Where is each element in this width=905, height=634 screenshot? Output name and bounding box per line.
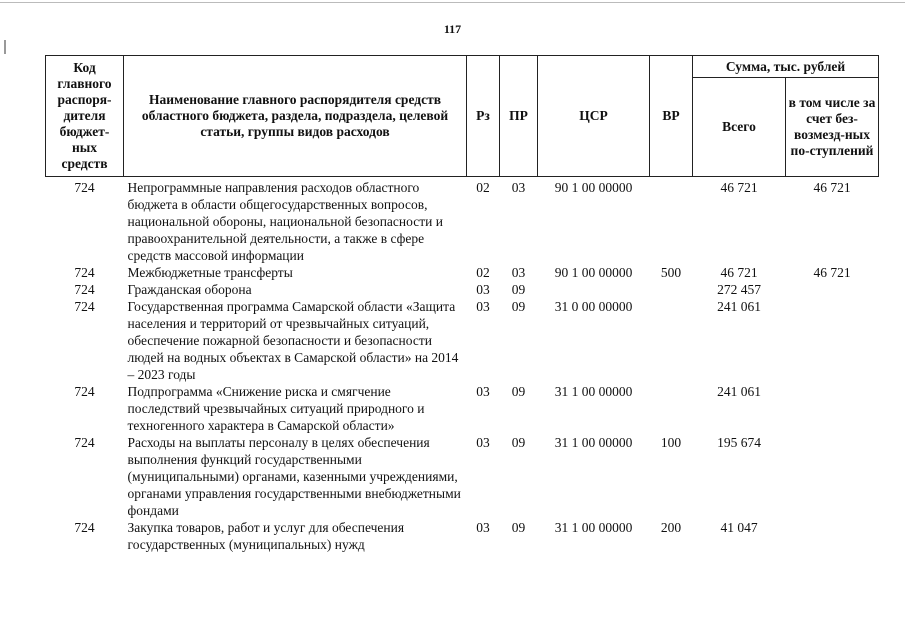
row-name: Межбюджетные трансферты (127, 265, 293, 280)
scan-margin-mark (4, 40, 6, 54)
row-pr: 09 (511, 384, 526, 399)
row-vr: 500 (660, 265, 682, 280)
row-vr (650, 298, 693, 383)
row-code: 724 (74, 435, 95, 450)
row-rz: 03 (476, 435, 490, 450)
row-code: 724 (74, 299, 95, 314)
table-row (46, 281, 879, 298)
row-csr: 90 1 00 00000 (554, 265, 633, 280)
header-sum-group: Сумма, тыс. рублей (693, 56, 879, 78)
row-vr (650, 383, 693, 434)
row-csr: 31 0 00 00000 (554, 299, 633, 314)
row-name: Расходы на выплаты персоналу в целях обеспечения выполнения функций государственными (муниципальными) органами, казенными учреждениями, органами управления государственными внебюджетными фондами (127, 435, 461, 518)
header-code: Код главного распоря-дителя бюджет-ных средств (46, 56, 124, 177)
row-pr: 09 (511, 282, 526, 297)
row-csr: 31 1 00 00000 (554, 520, 633, 535)
row-vr: 100 (660, 435, 682, 450)
row-total: 241 061 (717, 384, 761, 399)
row-rz: 02 (476, 180, 490, 195)
row-rz: 03 (476, 384, 490, 399)
table-row (46, 519, 879, 553)
row-rz: 02 (476, 265, 490, 280)
row-csr: 31 1 00 00000 (554, 384, 633, 399)
header-rz: Рз (467, 56, 500, 177)
table-row (46, 298, 879, 383)
table-row (46, 177, 879, 265)
row-vr (650, 281, 693, 298)
top-border-line (0, 2, 905, 3)
row-pr: 09 (511, 520, 526, 535)
header-total: Всего (693, 78, 786, 177)
header-csr: ЦСР (538, 56, 650, 177)
row-including (786, 519, 879, 553)
row-vr (650, 177, 693, 265)
row-total: 41 047 (720, 520, 758, 535)
row-pr: 03 (511, 265, 526, 280)
table-row (46, 264, 879, 281)
budget-table (45, 55, 879, 553)
row-including (786, 281, 879, 298)
row-csr: 90 1 00 00000 (554, 180, 633, 195)
row-code: 724 (74, 282, 95, 297)
row-including: 46 721 (813, 265, 851, 280)
row-total: 46 721 (720, 180, 758, 195)
header-vr: ВР (650, 56, 693, 177)
row-rz: 03 (476, 520, 490, 535)
row-pr: 03 (511, 180, 526, 195)
table-row (46, 434, 879, 519)
row-code: 724 (74, 180, 95, 195)
page-number: 117 (443, 22, 462, 36)
row-name: Гражданская оборона (127, 282, 252, 297)
row-name: Государственная программа Самарской области «Защита населения и территорий от чрезвычайных ситуаций, обеспечение пожарной безопасности и безопасности людей на водных объектах в Самарской области» на 2014 – 2023 годы (127, 299, 459, 382)
row-including (786, 383, 879, 434)
row-name: Подпрограмма «Снижение риска и смягчение последствий чрезвычайных ситуаций природного и техногенного характера в Самарской области» (127, 384, 425, 433)
row-code: 724 (74, 520, 95, 535)
header-including: в том числе за счет без-возмезд-ных по-ступлений (786, 78, 879, 177)
row-csr (538, 281, 650, 298)
row-including: 46 721 (813, 180, 851, 195)
row-name: Закупка товаров, работ и услуг для обеспечения государственных (муниципальных) нужд (127, 520, 405, 552)
row-total: 241 061 (717, 299, 761, 314)
row-total: 195 674 (717, 435, 761, 450)
row-name: Непрограммные направления расходов областного бюджета в области общегосударственных вопросов, национальной обороны, национальной безопасности и правоохранительной деятельности, а также в сфере средств массовой информации (127, 180, 443, 263)
row-rz: 03 (476, 282, 490, 297)
table-row (46, 383, 879, 434)
row-pr: 09 (511, 435, 526, 450)
row-including (786, 298, 879, 383)
row-pr: 09 (511, 299, 526, 314)
header-name: Наименование главного распорядителя средств областного бюджета, раздела, подраздела, целевой статьи, группы видов расходов (124, 56, 467, 177)
row-rz: 03 (476, 299, 490, 314)
header-pr: ПР (500, 56, 538, 177)
row-including (786, 434, 879, 519)
row-total: 272 457 (717, 282, 761, 297)
row-csr: 31 1 00 00000 (554, 435, 633, 450)
row-code: 724 (74, 384, 95, 399)
row-vr: 200 (660, 520, 682, 535)
row-total: 46 721 (720, 265, 758, 280)
row-code: 724 (74, 265, 95, 280)
